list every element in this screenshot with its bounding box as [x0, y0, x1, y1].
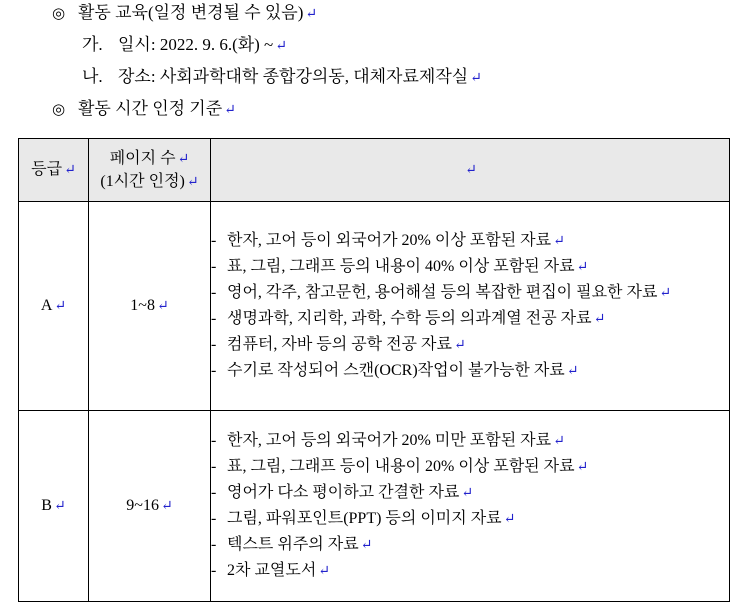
table-header-row: [19, 139, 730, 202]
list-item-text: 표, 그림, 그래프 등이 내용이 20% 이상 포함된 자료: [227, 458, 575, 475]
list-item-text: 컴퓨터, 자바 등의 공학 전공 자료: [227, 336, 452, 353]
list-item: [211, 454, 729, 480]
paragraph-mark-icon: ↵: [360, 538, 373, 553]
bullet-circle-icon: ◎: [52, 102, 66, 118]
list-item: [211, 506, 729, 532]
paragraph-mark-icon: ↵: [553, 234, 565, 249]
list-item: [211, 228, 729, 254]
paragraph-mark-icon: ↵: [576, 460, 589, 475]
paragraph-mark-icon: ↵: [305, 7, 318, 22]
outline-item-1: [0, 4, 747, 36]
cell-pages-b: [89, 411, 211, 602]
outline-item-1-text: 활동 교육(일정 변경될 수 있음): [78, 3, 304, 22]
list-item: [211, 428, 729, 454]
pages-b-label: 9~16: [126, 497, 159, 514]
dash-icon: -: [211, 536, 217, 553]
column-header-grade: [19, 139, 89, 202]
cell-grade-a: [19, 202, 89, 411]
column-header-pages-line2: (1시간 인정): [100, 173, 185, 190]
paragraph-mark-icon: ↵: [659, 286, 672, 301]
paragraph-mark-icon: ↵: [453, 338, 466, 353]
list-item-text: 수기로 작성되어 스캔(OCR)작업이 불가능한 자료: [227, 362, 565, 379]
paragraph-mark-icon: ↵: [566, 364, 579, 379]
column-header-pages: [89, 139, 211, 202]
paragraph-mark-icon: ↵: [160, 499, 173, 514]
dash-icon: -: [211, 510, 217, 527]
column-header-pages-line1: 페이지 수: [109, 149, 176, 167]
cell-description-a: [211, 202, 730, 411]
list-item: [211, 358, 729, 384]
paragraph-mark-icon: ↵: [54, 299, 67, 314]
list-item-text: 영어, 각주, 참고문헌, 용어해설 등의 복잡한 편집이 필요한 자료: [227, 284, 658, 301]
paragraph-mark-icon: ↵: [576, 260, 589, 275]
cell-pages-a: [89, 202, 211, 411]
list-item-text: 텍스트 위주의 자료: [227, 536, 359, 553]
paragraph-mark-icon: ↵: [465, 163, 477, 179]
cell-grade-b: [19, 411, 89, 602]
dash-icon: -: [211, 258, 217, 275]
list-item-text: 표, 그림, 그래프 등의 내용이 40% 이상 포함된 자료: [227, 258, 575, 275]
outline-item-2: [0, 36, 747, 68]
outline-item-3: [0, 68, 747, 100]
list-item: [211, 332, 729, 358]
list-item: [211, 532, 729, 558]
outline-item-3-marker: 나.: [82, 67, 103, 86]
cell-description-b: [211, 411, 730, 602]
table-row: [19, 202, 730, 411]
dash-icon: -: [211, 432, 217, 449]
dash-icon: -: [211, 458, 217, 475]
list-item: [211, 558, 729, 584]
table-body: [19, 202, 730, 602]
paragraph-mark-icon: ↵: [461, 486, 474, 501]
outline-item-3-text: 장소: 사회과학대학 종합강의동, 대체자료제작실: [118, 67, 469, 86]
outline-item-2-text: 일시: 2022. 9. 6.(화) ~: [118, 35, 274, 54]
pages-a-label: 1~8: [130, 297, 155, 314]
list-item-text: 한자, 고어 등이 외국어가 20% 이상 포함된 자료: [227, 232, 552, 249]
grade-a-label: A: [40, 297, 53, 314]
column-header-grade-label: 등급: [31, 161, 63, 179]
outline-item-4: [0, 100, 747, 132]
grade-b-label: B: [41, 497, 52, 514]
column-header-pages-label: [89, 147, 210, 170]
dash-icon: -: [211, 310, 217, 327]
list-item: [211, 280, 729, 306]
paragraph-mark-icon: ↵: [186, 175, 199, 190]
dash-icon: -: [211, 562, 217, 579]
list-item: [211, 480, 729, 506]
dash-icon: -: [211, 362, 217, 379]
paragraph-mark-icon: ↵: [177, 151, 190, 167]
paragraph-mark-icon: ↵: [553, 434, 565, 449]
outline-list: [0, 0, 747, 132]
paragraph-mark-icon: ↵: [470, 71, 482, 86]
paragraph-mark-icon: ↵: [593, 312, 606, 327]
list-item-text: 2차 교열도서: [227, 562, 317, 579]
column-header-pages-sublabel: [89, 170, 210, 193]
table-header: [19, 139, 730, 202]
column-header-description: [211, 139, 730, 202]
paragraph-mark-icon: ↵: [53, 499, 66, 514]
dash-icon: -: [211, 336, 217, 353]
paragraph-mark-icon: ↵: [64, 163, 76, 179]
paragraph-mark-icon: ↵: [503, 512, 516, 527]
dash-icon: -: [211, 284, 217, 301]
grade-criteria-table: [18, 138, 730, 602]
paragraph-mark-icon: ↵: [318, 564, 331, 579]
table-row: [19, 411, 730, 602]
list-item-text: 영어가 다소 평이하고 간결한 자료: [227, 484, 460, 501]
paragraph-mark-icon: ↵: [156, 299, 169, 314]
bullet-circle-icon: ◎: [52, 6, 66, 22]
list-item-text: 그림, 파워포인트(PPT) 등의 이미지 자료: [227, 510, 502, 527]
dash-icon: -: [211, 484, 217, 501]
paragraph-mark-icon: ↵: [224, 103, 236, 118]
outline-item-4-text: 활동 시간 인정 기준: [78, 99, 223, 118]
list-item: [211, 254, 729, 280]
list-item-text: 한자, 고어 등의 외국어가 20% 미만 포함된 자료: [227, 432, 552, 449]
dash-icon: -: [211, 232, 217, 249]
list-item: [211, 306, 729, 332]
outline-item-2-marker: 가.: [82, 35, 103, 54]
paragraph-mark-icon: ↵: [275, 39, 287, 54]
list-item-text: 생명과학, 지리학, 과학, 수학 등의 의과계열 전공 자료: [227, 310, 592, 327]
